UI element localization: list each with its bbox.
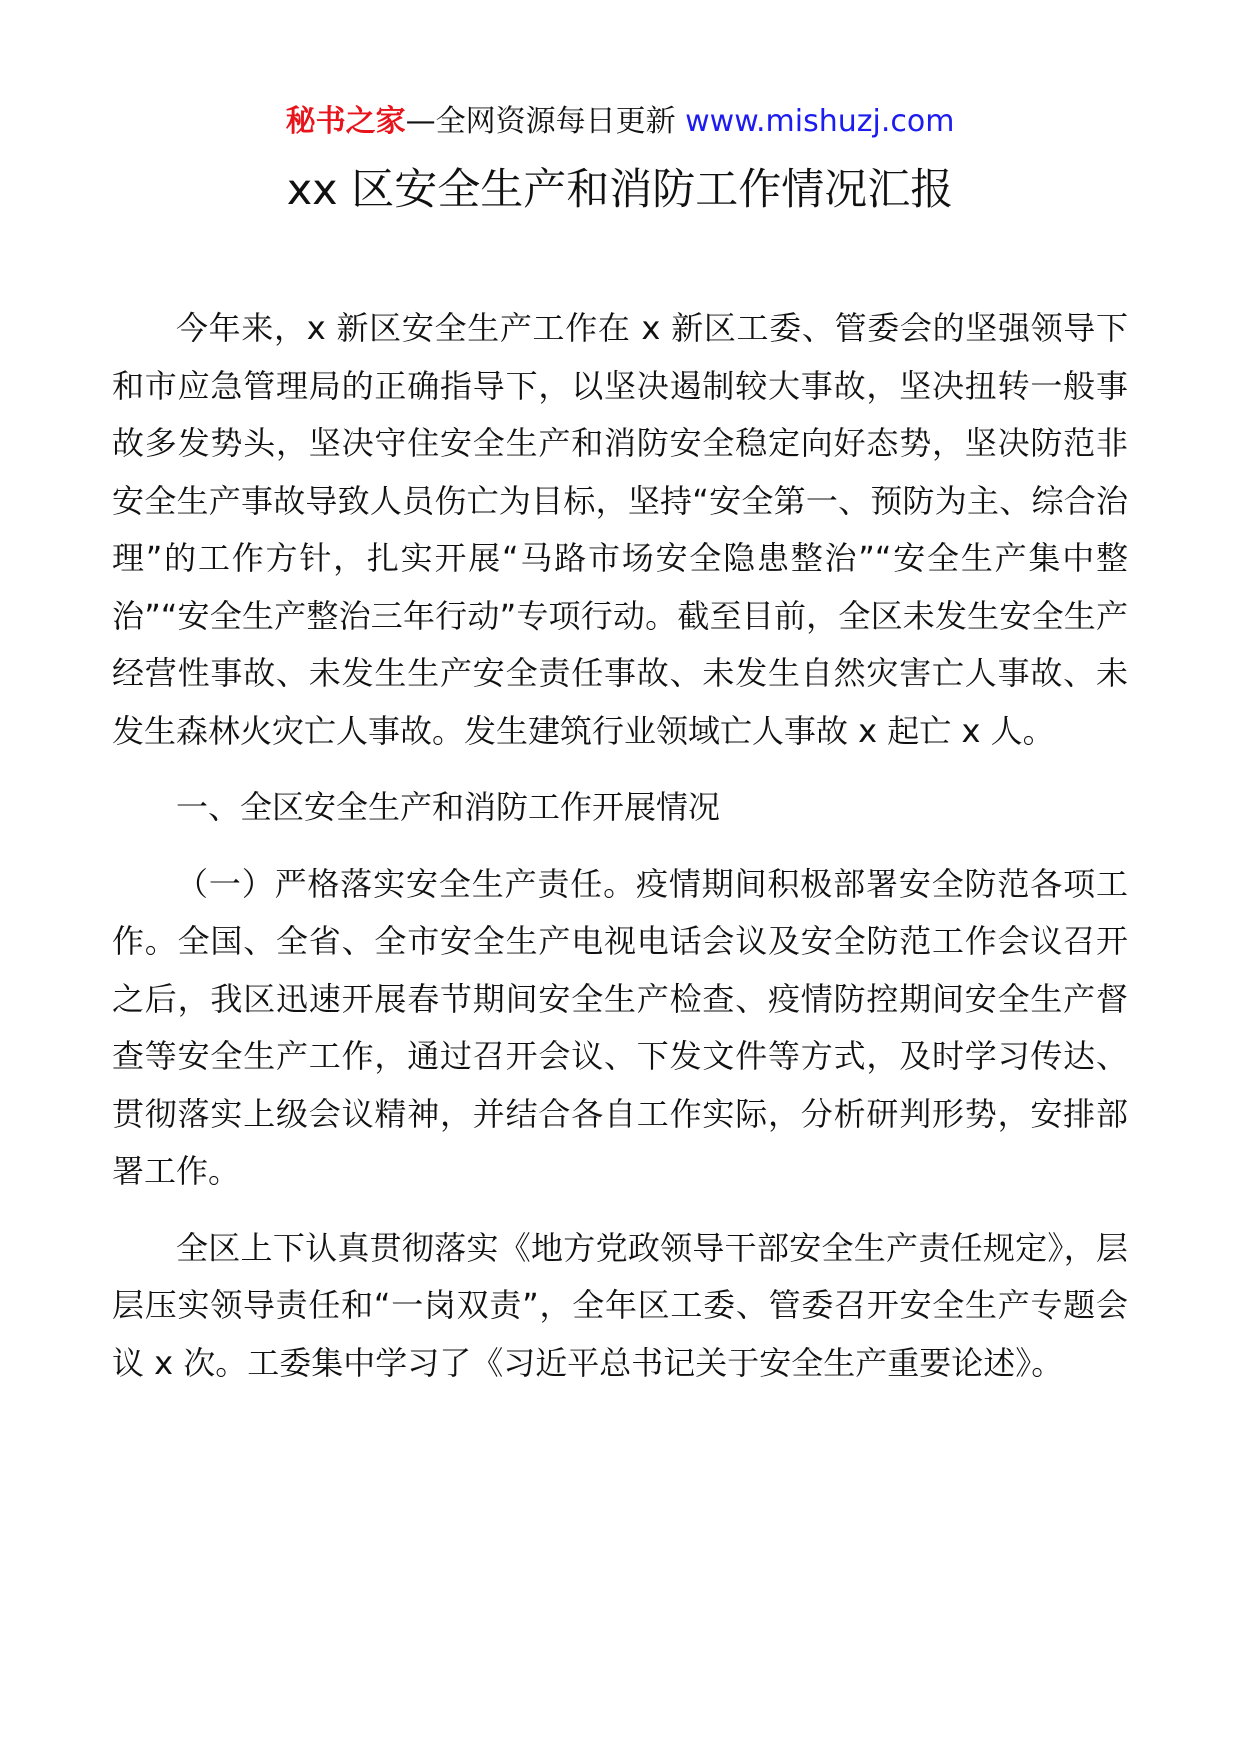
document-body [112, 300, 1128, 1392]
document-title: xx 区安全生产和消防工作情况汇报 [286, 165, 954, 215]
paragraph-implementation: 全区上下认真贯彻落实《地方党政领导干部安全生产责任规定》，层层压实领导责任和“一岗双责”，全年区工委、管委召开安全生产专题会议 x 次。工委集中学习了《习近平总书记关于安全生产重要论述》。 [112, 1228, 1128, 1382]
paragraph-intro: 今年来，x 新区安全生产工作在 x 新区工委、管委会的坚强领导下和市应急管理局的正确指导下，以坚决遏制较大事故，坚决扭转一般事故多发势头，坚决守住安全生产和消防安全稳定向好态势，坚决防范非安全生产事故导致人员伤亡为目标，坚持“安全第一、预防为主、综合治理”的工作方针，扎实开展“马路市场安全隐患整治”“安全生产集中整治”“安全生产整治三年行动”专项行动。截至目前，全区未发生安全生产经营性事故、未发生生产安全责任事故、未发生自然灾害亡人事故、未发生森林火灾亡人事故。发生建筑行业领域亡人事故 x 起亡 x 人。 [112, 309, 1128, 750]
site-url-link[interactable]: www.mishuzj.com [685, 104, 955, 139]
site-tagline: —全网资源每日更新 [405, 104, 676, 139]
paragraph-responsibility: （一）严格落实安全生产责任。疫情期间积极部署安全防范各项工作。全国、全省、全市安全生产电视电话会议及安全防范工作会议召开之后，我区迅速开展春节期间安全生产检查、疫情防控期间安全生产督查等安全生产工作，通过召开会议、下发文件等方式，及时学习传达、贯彻落实上级会议精神，并结合各自工作实际，分析研判形势，安排部署工作。 [112, 864, 1128, 1190]
section-heading: 一、全区安全生产和消防工作开展情况 [176, 788, 721, 826]
brand-name: 秘书之家 [285, 104, 406, 139]
site-header [0, 100, 1240, 144]
